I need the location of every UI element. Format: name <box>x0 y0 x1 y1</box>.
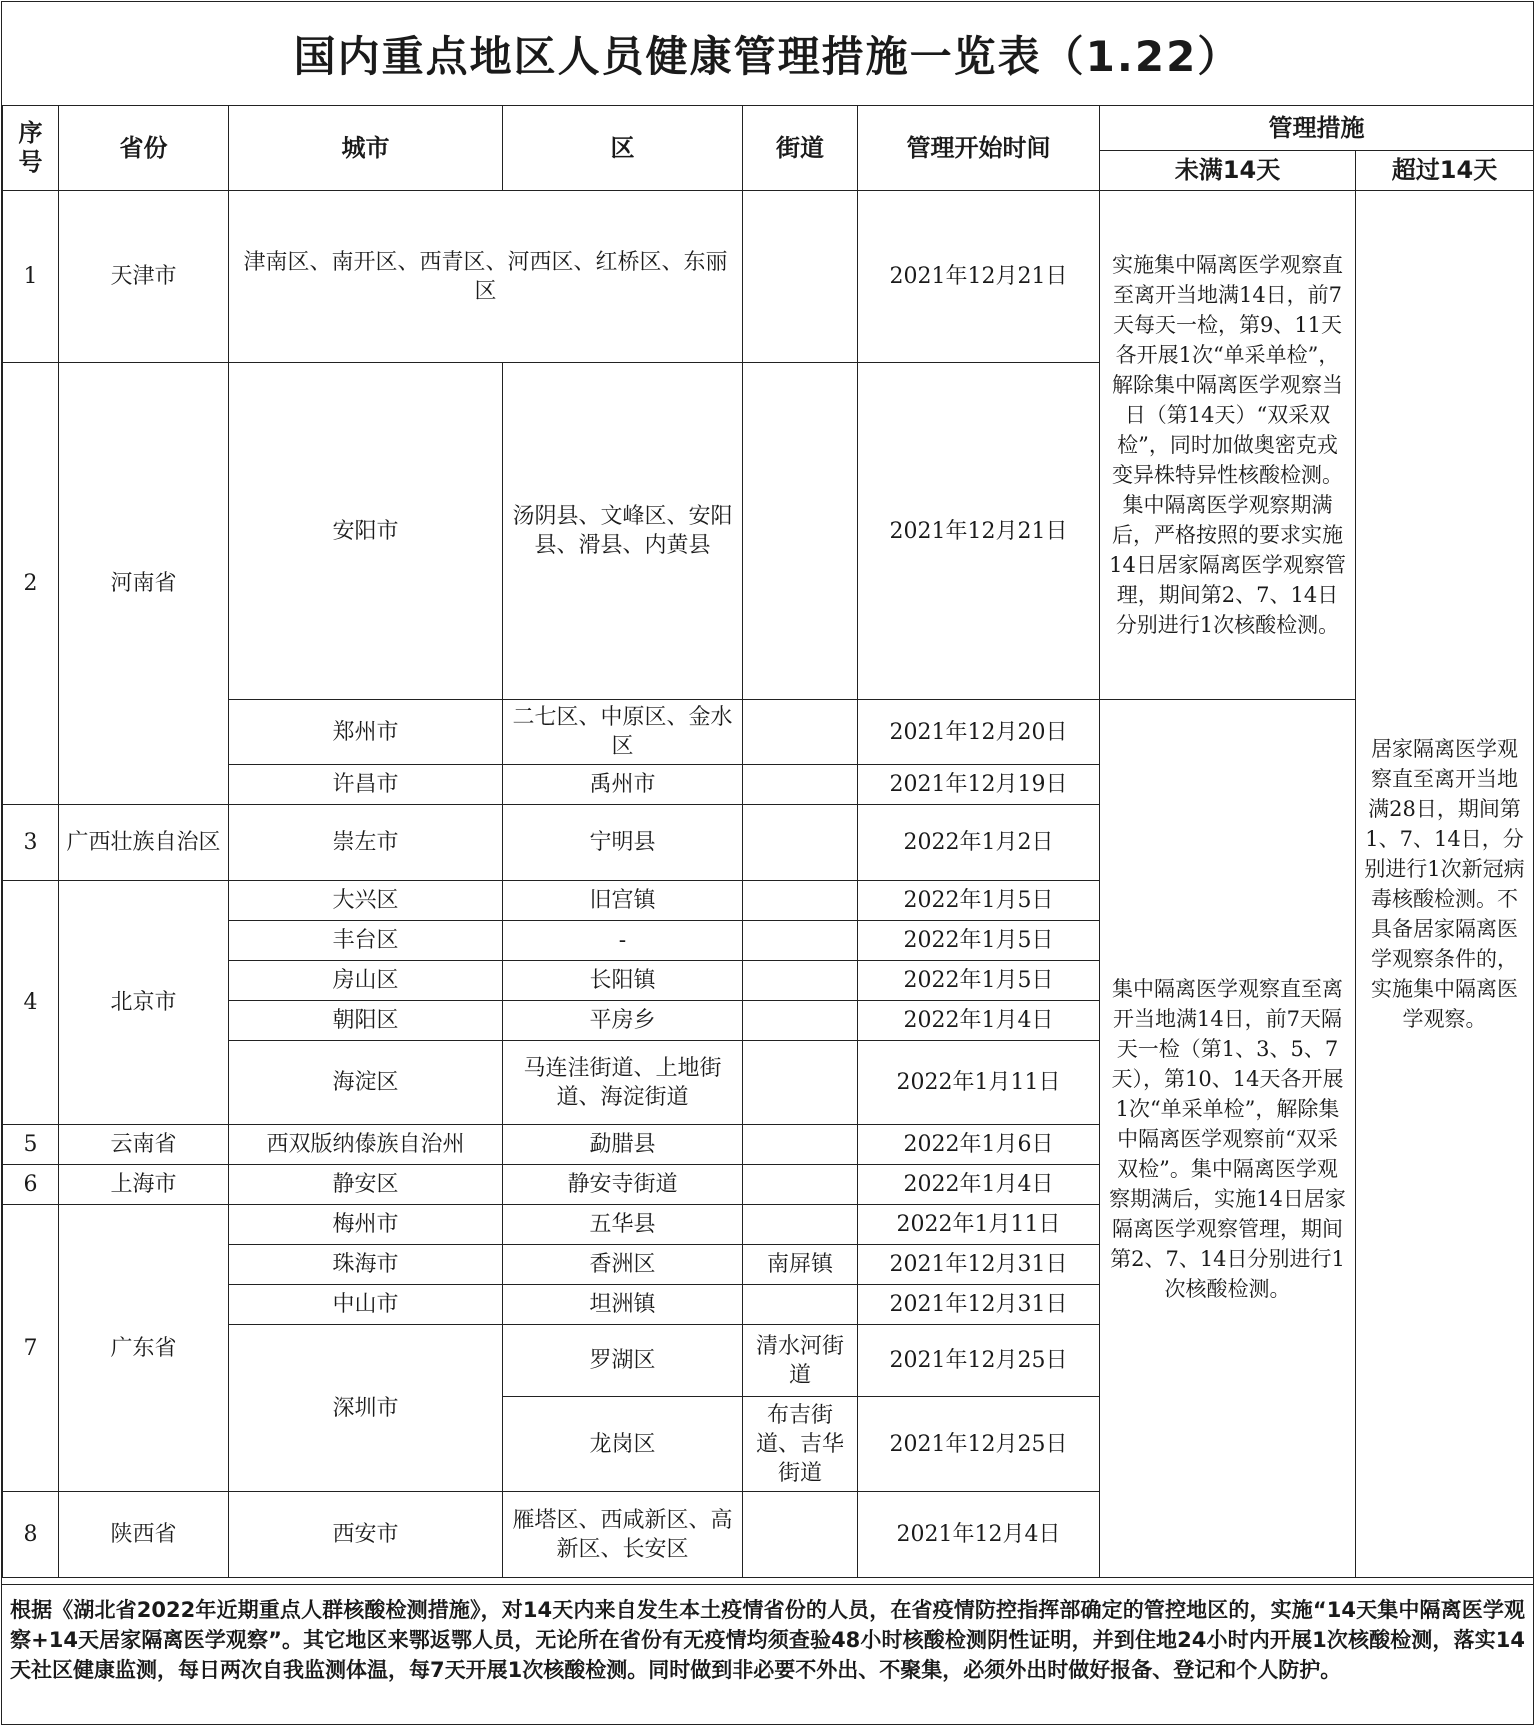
cell-street <box>743 1125 858 1165</box>
cell-city: 津南区、南开区、西青区、河西区、红桥区、东丽区 <box>229 191 743 363</box>
cell-street <box>743 1001 858 1041</box>
cell-province: 广东省 <box>59 1205 229 1492</box>
cell-start-date: 2021年12月20日 <box>858 700 1100 765</box>
measure-over-14: 居家隔离医学观察直至离开当地满28日，期间第1、7、14日，分别进行1次新冠病毒核酸检测。不具备居家隔离医学观察条件的，实施集中隔离医学观察。 <box>1356 191 1534 1578</box>
cell-city: 珠海市 <box>229 1245 503 1285</box>
cell-district: 罗湖区 <box>503 1325 743 1397</box>
header-city: 城市 <box>229 106 503 191</box>
cell-start-date: 2022年1月4日 <box>858 1165 1100 1205</box>
cell-seq: 2 <box>3 363 59 805</box>
cell-start-date: 2022年1月6日 <box>858 1125 1100 1165</box>
cell-seq: 3 <box>3 805 59 881</box>
cell-district: 坦洲镇 <box>503 1285 743 1325</box>
cell-street <box>743 805 858 881</box>
cell-seq: 5 <box>3 1125 59 1165</box>
cell-province: 北京市 <box>59 881 229 1125</box>
cell-district: 静安寺街道 <box>503 1165 743 1205</box>
cell-city: 朝阳区 <box>229 1001 503 1041</box>
cell-street <box>743 1285 858 1325</box>
cell-district: 旧宫镇 <box>503 881 743 921</box>
cell-start-date: 2022年1月5日 <box>858 881 1100 921</box>
cell-seq: 7 <box>3 1205 59 1492</box>
cell-start-date: 2022年1月4日 <box>858 1001 1100 1041</box>
cell-district: 宁明县 <box>503 805 743 881</box>
cell-start-date: 2022年1月5日 <box>858 921 1100 961</box>
cell-city: 静安区 <box>229 1165 503 1205</box>
cell-district: 二七区、中原区、金水区 <box>503 700 743 765</box>
cell-start-date: 2021年12月31日 <box>858 1285 1100 1325</box>
cell-street <box>743 191 858 363</box>
cell-street <box>743 1165 858 1205</box>
cell-city: 安阳市 <box>229 363 503 700</box>
cell-district: 雁塔区、西咸新区、高新区、长安区 <box>503 1492 743 1578</box>
measure-under-14-group-2: 集中隔离医学观察直至离开当地满14日，前7天隔天一检（第1、3、5、7天），第10、14天各开展1次“单采单检”，解除集中隔离医学观察前“双采双检”。集中隔离医学观察期满后，实施14日居家隔离医学观察管理，期间第2、7、14日分别进行1次核酸检测。 <box>1100 700 1356 1578</box>
header-seq: 序号 <box>3 106 59 191</box>
cell-city: 西双版纳傣族自治州 <box>229 1125 503 1165</box>
cell-seq: 1 <box>3 191 59 363</box>
document-title: 国内重点地区人员健康管理措施一览表（1.22） <box>2 2 1533 106</box>
cell-start-date: 2021年12月31日 <box>858 1245 1100 1285</box>
cell-city: 崇左市 <box>229 805 503 881</box>
header-over-14-days: 超过14天 <box>1356 151 1534 191</box>
measure-under-14-group-1: 实施集中隔离医学观察直至离开当地满14日，前7天每天一检，第9、11天各开展1次“单采单检”，解除集中隔离医学观察当日（第14天）“双采双检”，同时加做奥密克戎变异株特异性核酸检测。集中隔离医学观察期满后，严格按照的要求实施14日居家隔离医学观察管理，期间第2、7、14日分别进行1次核酸检测。 <box>1100 191 1356 700</box>
cell-district: 五华县 <box>503 1205 743 1245</box>
cell-start-date: 2021年12月19日 <box>858 765 1100 805</box>
cell-province: 云南省 <box>59 1125 229 1165</box>
cell-province: 上海市 <box>59 1165 229 1205</box>
header-start-date: 管理开始时间 <box>858 106 1100 191</box>
header-measures: 管理措施 <box>1100 106 1534 151</box>
cell-district: - <box>503 921 743 961</box>
cell-street: 南屏镇 <box>743 1245 858 1285</box>
table-row <box>3 191 1534 363</box>
cell-city: 西安市 <box>229 1492 503 1578</box>
cell-district: 马连洼街道、上地街道、海淀街道 <box>503 1041 743 1125</box>
cell-start-date: 2022年1月11日 <box>858 1205 1100 1245</box>
cell-street <box>743 921 858 961</box>
cell-district: 汤阴县、文峰区、安阳县、滑县、内黄县 <box>503 363 743 700</box>
cell-city: 大兴区 <box>229 881 503 921</box>
cell-district: 平房乡 <box>503 1001 743 1041</box>
header-province: 省份 <box>59 106 229 191</box>
cell-street <box>743 765 858 805</box>
cell-start-date: 2022年1月2日 <box>858 805 1100 881</box>
document-sheet <box>1 1 1534 1725</box>
footnote: 根据《湖北省2022年近期重点人群核酸检测措施》，对14天内来自发生本土疫情省份的人员，在省疫情防控指挥部确定的管控地区的，实施“14天集中隔离医学观察+14天居家隔离医学观察”。其它地区来鄂返鄂人员，无论所在省份有无疫情均须查验48小时核酸检测阴性证明，并到住地24小时内开展1次核酸检测，落实14天社区健康监测，每日两次自我监测体温，每7天开展1次核酸检测。同时做到非必要不外出、不聚集，必须外出时做好报备、登记和个人防护。 <box>2 1584 1533 1724</box>
cell-seq: 8 <box>3 1492 59 1578</box>
cell-street <box>743 1041 858 1125</box>
cell-city: 许昌市 <box>229 765 503 805</box>
cell-street: 清水河街道 <box>743 1325 858 1397</box>
cell-district: 禹州市 <box>503 765 743 805</box>
cell-district: 香洲区 <box>503 1245 743 1285</box>
cell-street <box>743 1492 858 1578</box>
cell-city: 中山市 <box>229 1285 503 1325</box>
cell-city: 深圳市 <box>229 1325 503 1492</box>
cell-start-date: 2021年12月21日 <box>858 363 1100 700</box>
cell-street <box>743 961 858 1001</box>
cell-seq: 4 <box>3 881 59 1125</box>
cell-start-date: 2022年1月11日 <box>858 1041 1100 1125</box>
cell-start-date: 2021年12月4日 <box>858 1492 1100 1578</box>
cell-street <box>743 700 858 765</box>
cell-start-date: 2022年1月5日 <box>858 961 1100 1001</box>
cell-city: 海淀区 <box>229 1041 503 1125</box>
cell-street <box>743 363 858 700</box>
header-under-14-days: 未满14天 <box>1100 151 1356 191</box>
table-row <box>3 700 1534 765</box>
cell-province: 天津市 <box>59 191 229 363</box>
cell-start-date: 2021年12月25日 <box>858 1325 1100 1397</box>
cell-district: 长阳镇 <box>503 961 743 1001</box>
cell-province: 陕西省 <box>59 1492 229 1578</box>
cell-seq: 6 <box>3 1165 59 1205</box>
cell-street <box>743 1205 858 1245</box>
cell-street: 布吉街道、吉华街道 <box>743 1397 858 1492</box>
cell-city: 郑州市 <box>229 700 503 765</box>
cell-street <box>743 881 858 921</box>
cell-district: 勐腊县 <box>503 1125 743 1165</box>
cell-start-date: 2021年12月25日 <box>858 1397 1100 1492</box>
cell-city: 丰台区 <box>229 921 503 961</box>
header-street: 街道 <box>743 106 858 191</box>
cell-start-date: 2021年12月21日 <box>858 191 1100 363</box>
measures-table <box>2 105 1534 1578</box>
cell-province: 河南省 <box>59 363 229 805</box>
header-row-1 <box>3 106 1534 151</box>
cell-city: 梅州市 <box>229 1205 503 1245</box>
cell-province: 广西壮族自治区 <box>59 805 229 881</box>
cell-city: 房山区 <box>229 961 503 1001</box>
header-district: 区 <box>503 106 743 191</box>
cell-district: 龙岗区 <box>503 1397 743 1492</box>
